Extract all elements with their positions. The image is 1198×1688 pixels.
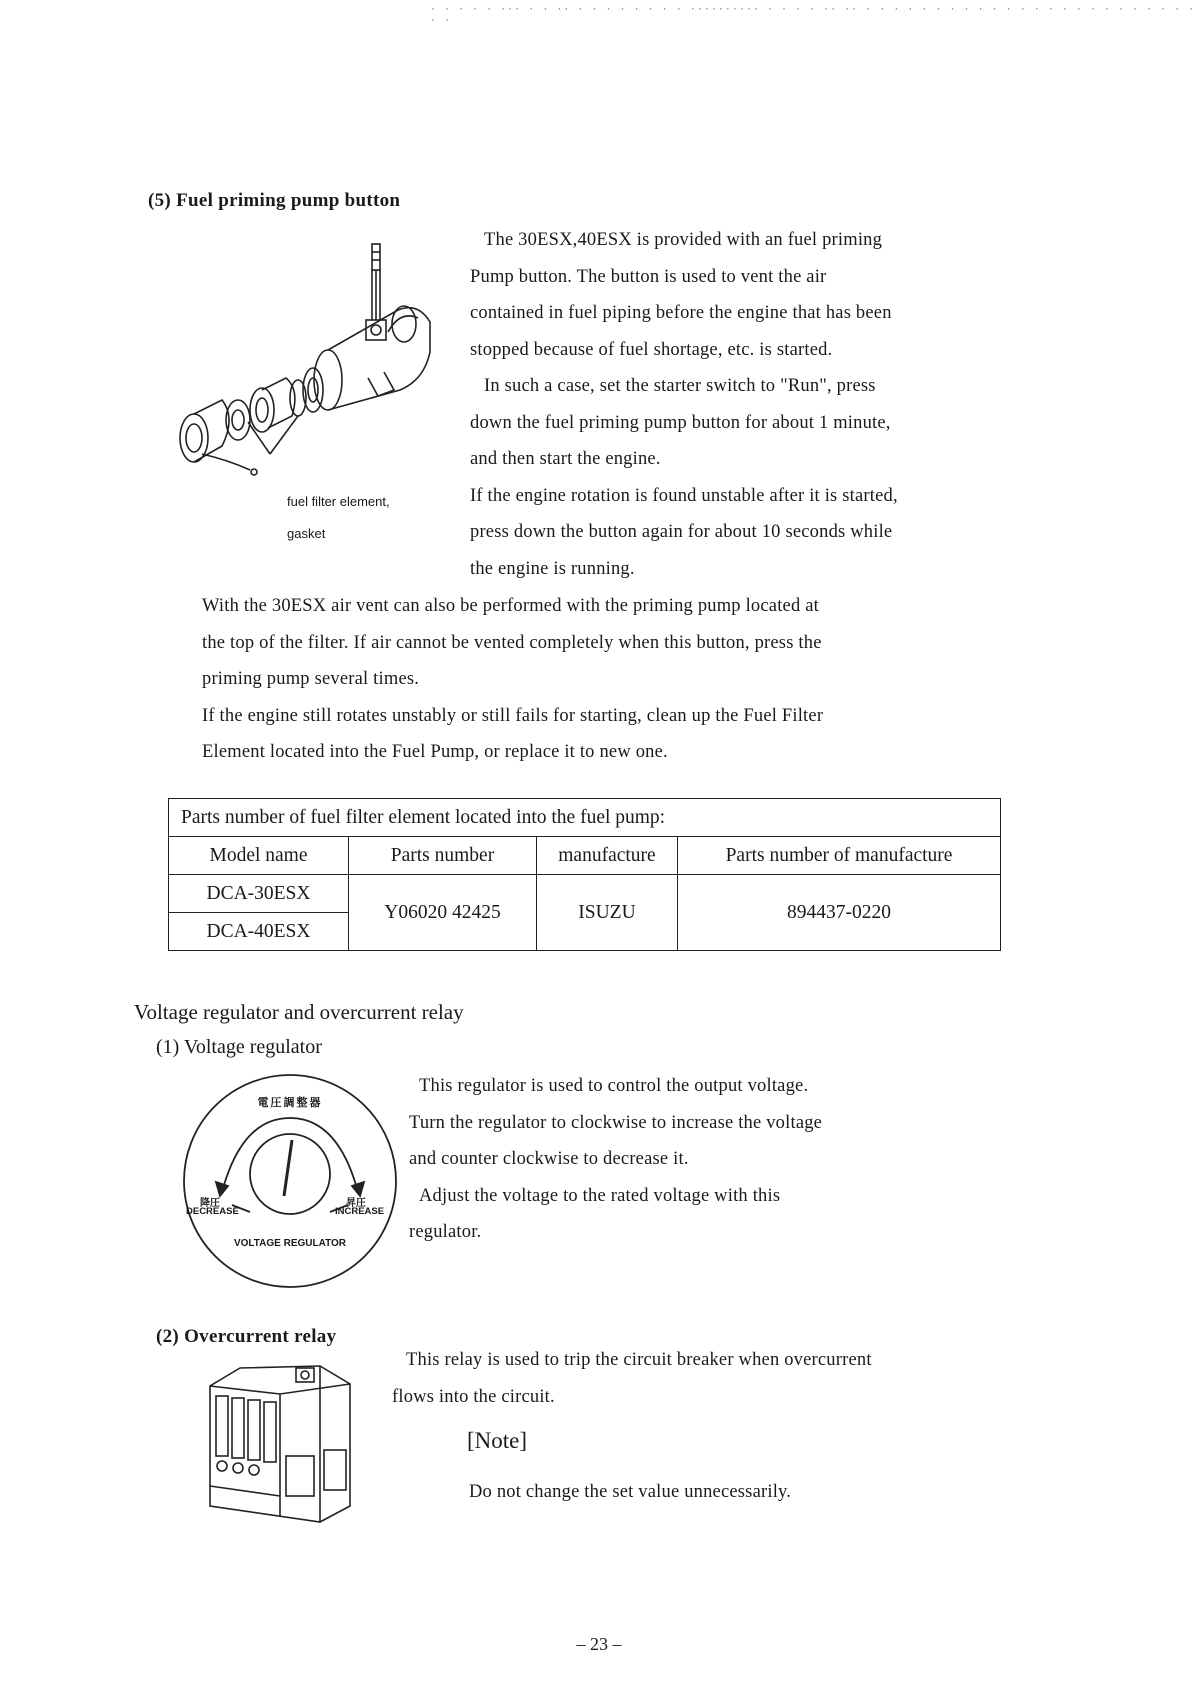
text-line: press down the button again for about 10 seconds while	[470, 522, 893, 542]
text-line: priming pump several times.	[202, 669, 420, 689]
text-line: flows into the circuit.	[392, 1386, 555, 1407]
text-line: If the engine still rotates unstably or still fails for starting, clean up the Fuel Filter	[202, 705, 824, 726]
regulator-paragraph	[409, 1068, 822, 1251]
text-line: regulator.	[409, 1222, 482, 1242]
table-header: Parts number of manufacture	[678, 837, 1001, 875]
figure-caption	[287, 486, 390, 550]
table-header: Parts number	[349, 837, 537, 875]
dial-right-cn-label: 昇圧	[346, 1198, 366, 1209]
table-cell-manufacture-parts-number: 894437-0220	[678, 875, 1001, 951]
text-line: With the 30ESX air vent can also be performed with the priming pump located at	[202, 596, 819, 616]
page-number: – 23 –	[576, 1634, 622, 1654]
overcurrent-relay-illustration	[200, 1356, 360, 1528]
text-line: and then start the engine.	[470, 449, 661, 469]
voltage-regulator-dial	[180, 1070, 400, 1292]
parts-table	[168, 798, 1001, 951]
figure-caption-line: gasket	[287, 526, 326, 541]
text-line: The 30ESX,40ESX is provided with an fuel priming	[484, 230, 883, 250]
text-line: down the fuel priming pump button for about 1 minute,	[470, 412, 891, 433]
section-heading-voltage: Voltage regulator and overcurrent relay	[134, 1000, 464, 1024]
dial-top-label: 電圧調整器	[257, 1097, 323, 1109]
dial-bottom-label: VOLTAGE REGULATOR	[233, 1238, 347, 1249]
text-line: contained in fuel piping before the engine that has been	[470, 303, 892, 323]
subheading-overcurrent-relay: (2) Overcurrent relay	[156, 1326, 337, 1347]
table-cell-model: DCA-40ESX	[169, 913, 349, 951]
text-line: Pump button. The button is used to vent the air	[470, 266, 827, 287]
text-line: This regulator is used to control the output voltage.	[419, 1076, 809, 1096]
table-cell-manufacture: ISUZU	[537, 875, 678, 951]
text-line: In such a case, set the starter switch to "Run", press	[484, 376, 876, 396]
text-line: Adjust the voltage to the rated voltage with this	[419, 1185, 781, 1206]
text-line: and counter clockwise to decrease it.	[409, 1149, 689, 1169]
table-cell-parts-number: Y06020 42425	[349, 875, 537, 951]
figure-caption-line: fuel filter element,	[287, 494, 390, 509]
dial-right-label: INCREASE	[335, 1206, 385, 1217]
text-line: Element located into the Fuel Pump, or replace it to new one.	[202, 742, 668, 762]
section-heading-fuel-priming: (5) Fuel priming pump button	[148, 190, 401, 211]
intro-paragraph	[470, 222, 898, 587]
text-line: stopped because of fuel shortage, etc. is started.	[470, 339, 833, 360]
text-line: This relay is used to trip the circuit breaker when overcurrent	[406, 1350, 872, 1370]
text-line: If the engine rotation is found unstable after it is started,	[470, 485, 898, 506]
table-cell-model: DCA-30ESX	[169, 875, 349, 913]
scan-noise-top: · · · · · ··· · · ·· · · · · · · · · ·········· · · · · ·· ·· · · · · · · · · · · · · · · · · · · · · · · · · · ·	[430, 4, 1196, 26]
text-line: the engine is running.	[470, 558, 635, 579]
subheading-voltage-regulator: (1) Voltage regulator	[156, 1036, 322, 1058]
text-line: Turn the regulator to clockwise to increase the voltage	[409, 1112, 823, 1133]
dial-left-cn-label: 降圧	[200, 1198, 220, 1209]
table-header: manufacture	[537, 837, 678, 875]
parts-table-caption: Parts number of fuel filter element located into the fuel pump:	[169, 799, 1001, 837]
note-label: [Note]	[467, 1428, 528, 1453]
table-header: Model name	[169, 837, 349, 875]
body-paragraph	[202, 588, 823, 771]
relay-paragraph	[392, 1342, 872, 1415]
text-line: the top of the filter. If air cannot be vented completely when this button, press the	[202, 632, 822, 653]
note-text: Do not change the set value unnecessarily.	[469, 1482, 792, 1502]
dial-left-label: DECREASE	[186, 1206, 239, 1217]
